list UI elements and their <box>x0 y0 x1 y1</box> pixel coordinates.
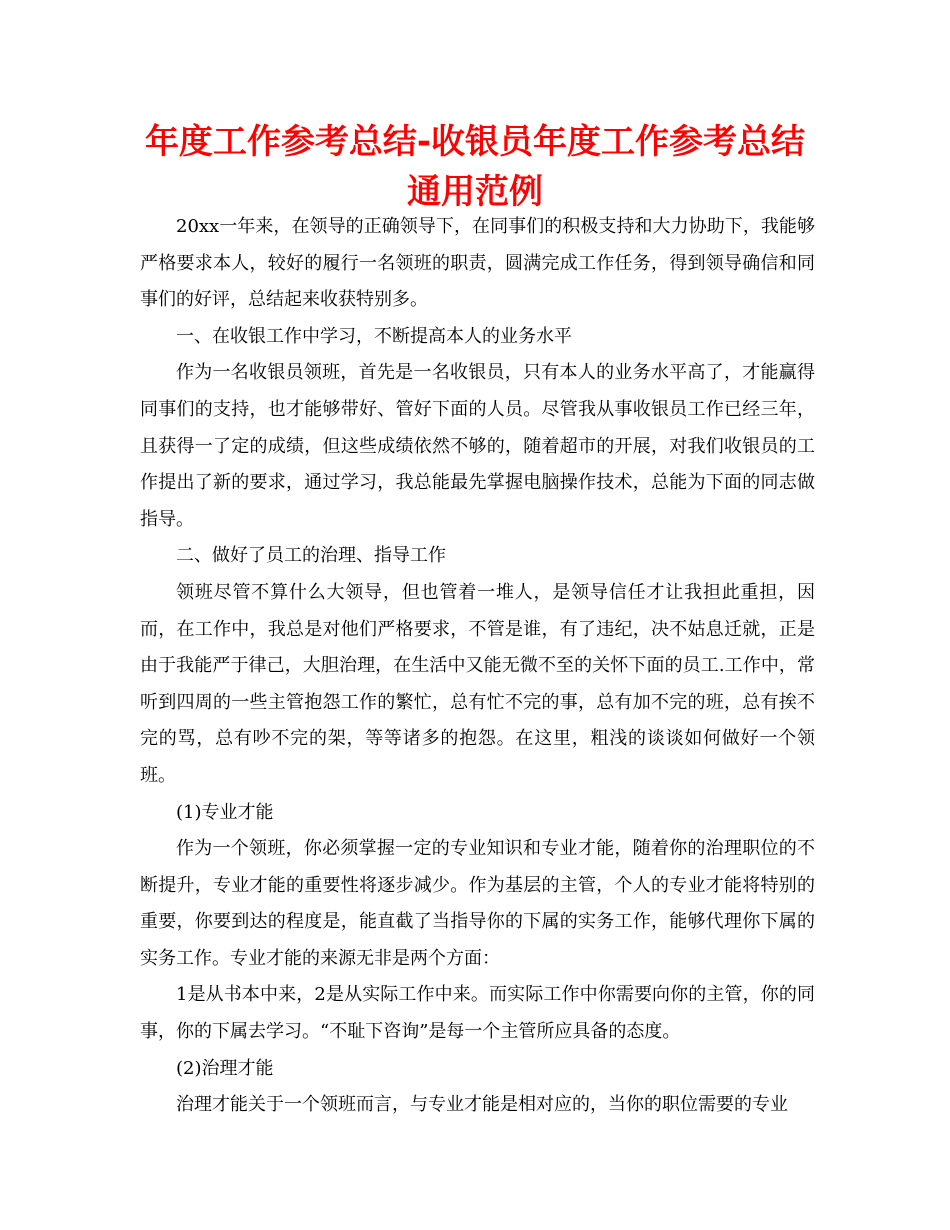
paragraph: 领班尽管不算什么大领导，但也管着一堆人，是领导信任才让我担此重担，因而，在工作中，我总是对他们严格要求，不管是谁，有了违纪，决不姑息迁就，正是由于我能严于律己，大胆治理，在生活中又能无微不至的关怀下面的员工.工作中，常听到四周的一些主管抱怨工作的繁忙，总有忙不完的事，总有加不完的班，总有挨不完的骂，总有吵不完的架，等等诸多的抱怨。在这里，粗浅的谈谈如何做好一个领班。 <box>140 581 815 786</box>
paragraph: 作为一个领班，你必须掌握一定的专业知识和专业才能，随着你的治理职位的不断提升，专业才能的重要性将逐步减少。作为基层的主管，个人的专业才能将特别的重要，你要到达的程度是，能直截了当指导你的下属的实务工作，能够代理你下属的实务工作。专业才能的来源无非是两个方面： <box>140 838 815 969</box>
document-title: 年度工作参考总结-收银员年度工作参考总结通用范例 <box>144 122 806 212</box>
subsection-heading-1: (1)专业才能 <box>176 801 274 823</box>
paragraph: 作为一名收银员领班，首先是一名收银员，只有本人的业务水平高了，才能赢得同事们的支持，也才能够带好、管好下面的人员。尽管我从事收银员工作已经三年，且获得一了定的成绩，但这些成绩依然不够的，随着超市的开展，对我们收银员的工作提出了新的要求，通过学习，我总能最先掌握电脑操作技术，总能为下面的同志做指导。 <box>140 362 815 530</box>
section-heading-2: 二、做好了员工的治理、指导工作 <box>176 545 446 567</box>
subsection-heading-2: (2)治理才能 <box>176 1057 274 1079</box>
paragraph: 1是从书本中来，2是从实际工作中来。而实际工作中你需要向你的主管，你的同事，你的下属去学习。“不耻下咨询”是每一个主管所应具备的态度。 <box>140 984 815 1043</box>
paragraph-intro: 20xx一年来，在领导的正确领导下，在同事们的积极支持和大力协助下，我能够严格要求本人，较好的履行一名领班的职责，圆满完成工作任务，得到领导确信和同事们的好评，总结起来收获特别多。 <box>140 216 815 311</box>
section-heading-1: 一、在收银工作中学习，不断提高本人的业务水平 <box>176 325 572 347</box>
paragraph: 治理才能关于一个领班而言，与专业才能是相对应的，当你的职位需要的专业 <box>176 1094 788 1116</box>
document-body <box>140 209 815 1124</box>
